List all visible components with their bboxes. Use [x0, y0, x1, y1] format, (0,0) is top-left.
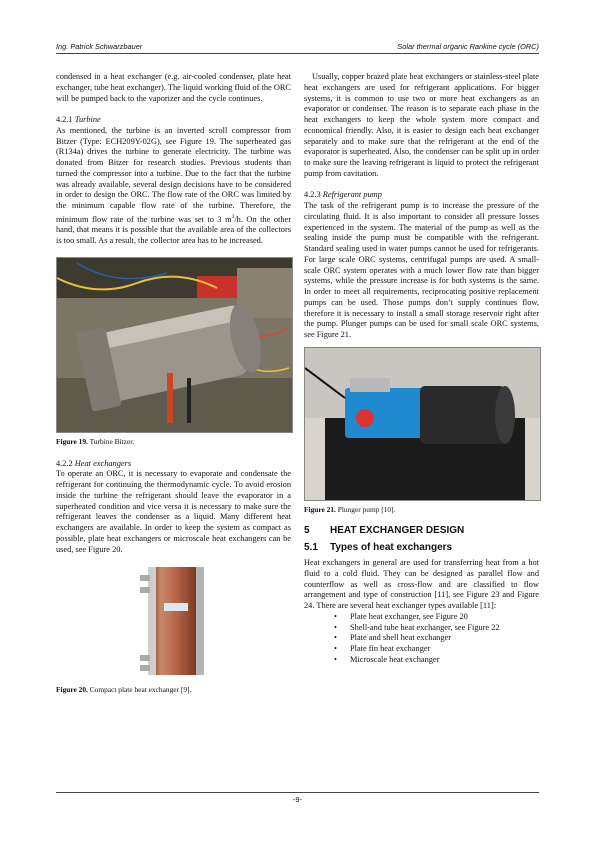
left-column [56, 72, 291, 696]
page-number: -9- [292, 795, 303, 804]
list-item: • Plate and shell heat exchanger [304, 633, 539, 644]
list-item: • Shell-and tube heat exchanger, see Figure 22 [304, 623, 539, 634]
plunger-pump-photo [304, 347, 541, 501]
running-header [56, 42, 539, 51]
section-heading-heat-exchangers: 4.2.2 Heat exchangers [56, 458, 132, 468]
figure-19 [56, 257, 291, 448]
paragraph-heat-exchangers: To operate an ORC, it is necessary to evaporate and condensate the refrigerant for continuing the thermodynamic cycle. To avoid erosion inside the turbine the refrigerant should leave the evaporator in a superheated condition and vice versa it is necessary to make sure the refrigerant leaves the condenser as a liquid. Many different heat exchangers are available. In order to keep the system as compact as possible, plate heat exchangers or microscale heat exchangers can be used, see Figure 20. [56, 469, 291, 554]
paragraph-refrigerant-pump: The task of the refrigerant pump is to increase the pressure of the circulating fluid. It is also important to consider all pressure losses experienced in the system. The material of the pump as well as the sealing inside the pump must be compatible with the refrigerant. Standard sealing used in water pumps cannot be used for refrigerants. For large scale ORC systems, centrifugal pumps are used. A small-scale ORC system operates with a much lower flow rate than bigger systems, while the pressure increase is for both systems is the same. In order to meet all requirements, reciprocating positive replacement pumps can be used. Those pumps don’t supply continues flow, therefore it is necessary to install a small storage reservoir right after the pump. Plunger pumps can be used for small scale ORC systems, see Figure 21. [304, 201, 539, 339]
turbine-photo [56, 257, 293, 433]
paragraph: condensed in a heat exchanger (e.g. air-cooled condenser, plate heat exchanger, tube heat exchanger). The liquid working fluid of the ORC will be pumped back to the vaporizer and the cycle continues. [56, 72, 291, 103]
list-item: • Plate heat exchanger, see Figure 20 [304, 612, 539, 623]
section-heading-refrigerant-pump: 4.2.3 Refrigerant pump [304, 190, 382, 200]
heat-exchanger-types-list [304, 612, 539, 666]
right-column [304, 72, 539, 666]
paragraph-turbine: As mentioned, the turbine is an inverted scroll compressor from Bitzer (Type: ECH209Y-02G), see Figure 19. The superheated gas (R134a) drives the turbine to generate electricity. The turbine was donated from Bitzer for research studies. Previous students than turned the compressor into a turbine. Due to the fact that the turbine was already available, several design decisions have to be considered in order to design the ORC. The flow rate of the ORC was limited by the minimum capable flow rate of the turbine. Therefore, the minimum flow rate of the turbine was set to 3 $m^3/h$. On the other hand, that means it is possible that the available area of the collectors is too small. As a result, the collector area has to be increased. [56, 125, 291, 246]
header-title: Solar thermal organic Rankine cycle (ORC) [397, 42, 539, 51]
list-item: • Plate fin heat exchanger [304, 644, 539, 655]
header-author: Ing. Patrick Schwarzbauer [56, 42, 143, 51]
paragraph: Usually, copper brazed plate heat exchangers or stainless-steel plate heat exchangers are used for refrigerant applications. For bigger systems, it is common to use two or more heat exchangers as an evaporator or condenser. The reason is to separate each phase in the heat exchangers to keep the whole system more compact and economical friendly. Also, it is easier to design each heat exchanger separately and to make sure that the refrigerant at the end of the evaporator is superheated. Also, the condenser can be split up in order to make sure the leaving refrigerant is liquid to protect the refrigerant pump from cavitation. [304, 72, 539, 178]
list-item: • Microscale heat exchanger [304, 655, 539, 666]
paragraph-types: Heat exchangers in general are used for transferring heat from a hot fluid to a cold fluid. They can be designed as parallel flow and counterflow as well as cross-flow and are classified to flow arrangement and type of construction [11], see Figure 23 and Figure 24. There are several heat exchanger types available [11]: [304, 558, 539, 610]
figure-19-caption: Figure 19. Turbine Bitzer. [56, 436, 135, 446]
header-rule [56, 53, 539, 54]
section-heading-turbine: 4.2.1 Turbine [56, 115, 101, 124]
chapter-heading: 5 HEAT EXCHANGER DESIGN [304, 524, 465, 536]
section-heading-types: 5.1 Types of heat exchangers [304, 542, 453, 554]
figure-20 [56, 561, 291, 696]
figure-20-caption: Figure 20. Compact plate heat exchanger [9]. [56, 685, 192, 695]
footer-rule [56, 792, 539, 793]
figure-21-caption: Figure 21. Plunger pump [10]. [304, 504, 396, 514]
plate-heat-exchanger-image [56, 561, 291, 681]
figure-21 [304, 347, 539, 516]
